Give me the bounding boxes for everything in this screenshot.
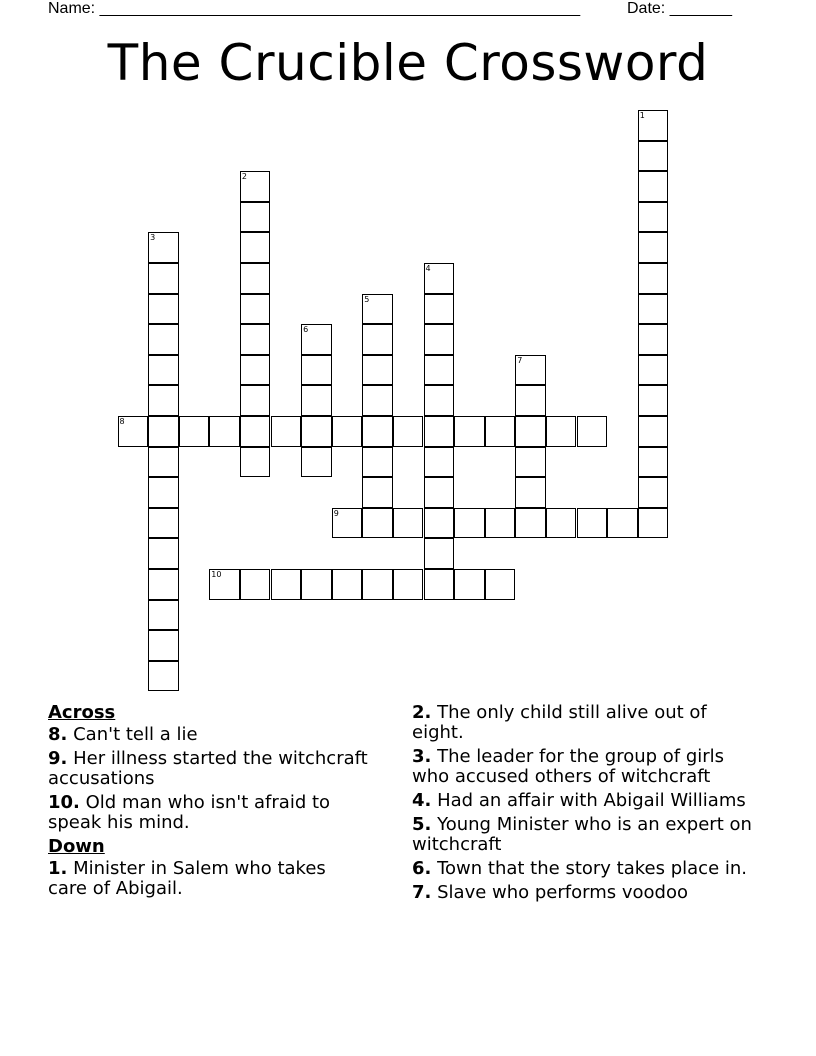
grid-cell[interactable] <box>271 416 302 447</box>
clue-across-9 <box>48 749 368 789</box>
grid-cell[interactable] <box>424 447 455 478</box>
clues-left-column <box>48 703 368 903</box>
grid-cell[interactable] <box>362 294 393 325</box>
grid-cell[interactable] <box>240 324 271 355</box>
clue-number-label: 5 <box>364 294 370 304</box>
grid-cell[interactable] <box>148 661 179 692</box>
grid-cell[interactable] <box>638 232 669 263</box>
clue-text: Old man who isn't afraid to speak his mind. <box>48 792 331 833</box>
grid-cell[interactable] <box>577 416 608 447</box>
clue-text: Can't tell a lie <box>73 724 198 745</box>
clue-down-2 <box>412 703 757 743</box>
grid-cell[interactable] <box>638 447 669 478</box>
clue-across-10 <box>48 793 368 833</box>
grid-cell[interactable] <box>424 294 455 325</box>
clue-number: 1. <box>48 858 68 879</box>
grid-cell[interactable] <box>301 355 332 386</box>
grid-cell[interactable] <box>424 477 455 508</box>
grid-cell[interactable] <box>148 232 179 263</box>
grid-cell[interactable] <box>515 508 546 539</box>
clue-down-5 <box>412 815 757 855</box>
clue-text: Town that the story takes place in. <box>437 858 747 879</box>
grid-cell[interactable] <box>546 416 577 447</box>
clue-number-label: 9 <box>333 508 339 518</box>
grid-cell[interactable] <box>301 385 332 416</box>
clue-number-label: 7 <box>517 355 523 365</box>
clue-text: The leader for the group of girls who accused others of witchcraft <box>412 746 725 787</box>
grid-cell[interactable] <box>638 324 669 355</box>
grid-cell[interactable] <box>362 447 393 478</box>
grid-cell[interactable] <box>209 416 240 447</box>
clue-number-label: 4 <box>425 264 431 273</box>
grid-cell[interactable] <box>332 569 363 600</box>
grid-cell[interactable] <box>638 508 669 539</box>
clue-across-8 <box>48 725 368 745</box>
grid-cell[interactable] <box>424 324 455 355</box>
grid-cell[interactable] <box>485 569 516 600</box>
clue-text: Slave who performs voodoo <box>437 882 688 903</box>
grid-cell[interactable] <box>362 324 393 355</box>
clue-number: 3. <box>412 746 432 767</box>
grid-cell[interactable] <box>638 416 669 447</box>
grid-cell[interactable] <box>271 569 302 600</box>
grid-cell[interactable] <box>148 416 179 447</box>
grid-cell[interactable] <box>424 538 455 569</box>
grid-cell[interactable] <box>332 508 363 539</box>
grid-cell[interactable] <box>638 202 669 233</box>
down-heading: Down <box>48 836 105 857</box>
grid-cell[interactable] <box>301 324 332 355</box>
grid-cell[interactable] <box>424 385 455 416</box>
clue-number-label: 3 <box>150 233 156 243</box>
grid-cell[interactable] <box>638 110 669 141</box>
grid-cell[interactable] <box>332 416 363 447</box>
clue-number: 10. <box>48 792 80 813</box>
grid-cell[interactable] <box>148 263 179 294</box>
clue-number-label: 6 <box>303 325 309 335</box>
page-title: The Crucible Crossword <box>107 34 709 92</box>
grid-cell[interactable] <box>638 171 669 202</box>
grid-cell[interactable] <box>362 477 393 508</box>
clue-number: 2. <box>412 702 432 723</box>
clue-down-4 <box>412 791 757 811</box>
grid-cell[interactable] <box>638 477 669 508</box>
clue-number: 7. <box>412 882 432 903</box>
name-field-label: Name: ______________________________________________________ <box>48 0 581 17</box>
grid-cell[interactable] <box>638 141 669 172</box>
grid-cell[interactable] <box>118 416 149 447</box>
clue-number-label: 8 <box>119 417 125 426</box>
grid-cell[interactable] <box>209 569 240 600</box>
grid-cell[interactable] <box>148 538 179 569</box>
grid-cell[interactable] <box>515 447 546 478</box>
grid-cell[interactable] <box>301 569 332 600</box>
grid-cell[interactable] <box>148 355 179 386</box>
grid-cell[interactable] <box>240 232 271 263</box>
grid-cell[interactable] <box>515 477 546 508</box>
clue-down-1 <box>48 859 368 899</box>
grid-cell[interactable] <box>424 508 455 539</box>
clue-number: 4. <box>412 790 432 811</box>
grid-cell[interactable] <box>240 569 271 600</box>
date-field-label: Date: _______ <box>627 0 732 17</box>
grid-cell[interactable] <box>240 171 271 202</box>
grid-cell[interactable] <box>362 355 393 386</box>
grid-cell[interactable] <box>485 508 516 539</box>
grid-cell[interactable] <box>148 477 179 508</box>
grid-cell[interactable] <box>301 416 332 447</box>
grid-cell[interactable] <box>638 355 669 386</box>
grid-cell[interactable] <box>240 202 271 233</box>
grid-cell[interactable] <box>638 294 669 325</box>
grid-cell[interactable] <box>638 263 669 294</box>
grid-cell[interactable] <box>393 569 424 600</box>
grid-cell[interactable] <box>240 447 271 478</box>
clues-right-column <box>412 703 757 907</box>
grid-cell[interactable] <box>393 416 424 447</box>
grid-cell[interactable] <box>515 385 546 416</box>
grid-cell[interactable] <box>454 508 485 539</box>
clue-number: 5. <box>412 814 432 835</box>
grid-cell[interactable] <box>577 508 608 539</box>
grid-cell[interactable] <box>240 263 271 294</box>
clue-number-label: 2 <box>241 172 247 182</box>
grid-cell[interactable] <box>240 355 271 386</box>
grid-cell[interactable] <box>362 508 393 539</box>
grid-cell[interactable] <box>515 355 546 386</box>
grid-cell[interactable] <box>454 416 485 447</box>
grid-cell[interactable] <box>515 416 546 447</box>
clue-number: 8. <box>48 724 68 745</box>
grid-cell[interactable] <box>240 385 271 416</box>
clue-down-6 <box>412 859 757 879</box>
clue-text: The only child still alive out of eight. <box>412 702 707 743</box>
clue-text: Minister in Salem who takes care of Abigail. <box>48 858 326 899</box>
grid-cell[interactable] <box>148 600 179 631</box>
grid-cell[interactable] <box>454 569 485 600</box>
grid-cell[interactable] <box>362 569 393 600</box>
grid-cell[interactable] <box>148 385 179 416</box>
grid-cell[interactable] <box>148 324 179 355</box>
clue-text: Young Minister who is an expert on witchcraft <box>412 814 752 855</box>
grid-cell[interactable] <box>362 385 393 416</box>
grid-cell[interactable] <box>301 447 332 478</box>
clue-number: 6. <box>412 858 432 879</box>
grid-cell[interactable] <box>240 294 271 325</box>
across-heading: Across <box>48 702 116 723</box>
grid-cell[interactable] <box>148 569 179 600</box>
grid-cell[interactable] <box>148 630 179 661</box>
grid-cell[interactable] <box>393 508 424 539</box>
grid-cell[interactable] <box>362 416 393 447</box>
grid-cell[interactable] <box>148 508 179 539</box>
grid-cell[interactable] <box>638 385 669 416</box>
grid-cell[interactable] <box>148 294 179 325</box>
grid-cell[interactable] <box>424 263 455 294</box>
grid-cell[interactable] <box>607 508 638 539</box>
clue-text: Her illness started the witchcraft accusations <box>48 748 368 789</box>
clue-number-label: 10 <box>211 570 222 579</box>
clue-text: Had an affair with Abigail Williams <box>437 790 746 811</box>
clue-down-7 <box>412 883 757 903</box>
grid-cell[interactable] <box>148 447 179 478</box>
grid-cell[interactable] <box>424 569 455 600</box>
grid-cell[interactable] <box>485 416 516 447</box>
grid-cell[interactable] <box>546 508 577 539</box>
grid-cell[interactable] <box>179 416 210 447</box>
clue-number: 9. <box>48 748 68 769</box>
clue-down-3 <box>412 747 757 787</box>
grid-cell[interactable] <box>424 416 455 447</box>
grid-cell[interactable] <box>240 416 271 447</box>
clue-number-label: 1 <box>639 111 645 120</box>
grid-cell[interactable] <box>424 355 455 386</box>
